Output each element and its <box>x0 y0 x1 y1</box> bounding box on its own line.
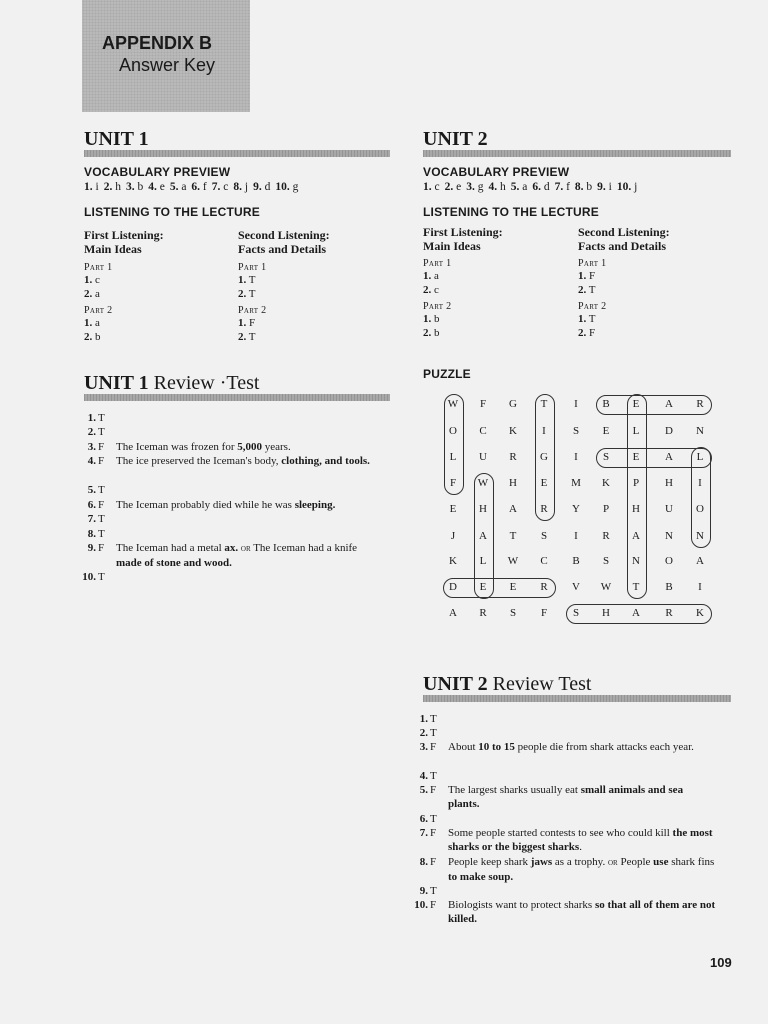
review-item <box>76 570 396 600</box>
puzzle-letter: W <box>600 581 612 593</box>
unit2-listening-heading: LISTENING TO THE LECTURE <box>423 205 599 219</box>
vocab-answer: f <box>563 181 570 193</box>
listening-answer <box>84 316 112 330</box>
answer-value: T <box>246 331 256 343</box>
listening-answer <box>578 283 606 297</box>
puzzle-word-loop-tiger <box>535 394 555 521</box>
review-item-number: 9. <box>419 885 428 897</box>
review-item-answer: F <box>430 741 437 753</box>
unit2-second-listening-heading: Second Listening: Facts and Details <box>578 225 670 253</box>
answer-number: 2. <box>423 284 432 296</box>
answer-value: c <box>431 284 439 296</box>
listening-answer <box>238 287 266 301</box>
puzzle-letter: H <box>602 607 610 619</box>
review-item-number: 7. <box>87 513 96 525</box>
answer-number: 1. <box>578 313 587 325</box>
puzzle-letter: I <box>542 425 546 437</box>
unit1-rule <box>84 150 390 157</box>
review-item-correction: People keep shark jaws as a trophy. or People use shark fins to make soup. <box>448 856 715 883</box>
unit2-title: UNIT 2 <box>423 128 488 150</box>
vocab-number: 9. <box>253 181 262 193</box>
puzzle-letter: H <box>479 503 487 515</box>
answer-number: 1. <box>423 270 432 282</box>
puzzle-letter: G <box>540 451 548 463</box>
review-item-number: 2. <box>87 426 96 438</box>
part-label: Part 1 <box>238 262 267 273</box>
puzzle-letter: E <box>479 581 487 593</box>
answer-number: 2. <box>423 327 432 339</box>
vocab-item <box>104 181 121 193</box>
puzzle-letter: P <box>632 477 640 489</box>
puzzle-letter: U <box>479 451 487 463</box>
part-label: Part 2 <box>423 301 452 312</box>
puzzle-letter: N <box>632 555 640 567</box>
vocab-item <box>170 181 187 193</box>
vocab-answer: a <box>519 181 528 193</box>
unit1-first-listening-heading: First Listening: Main Ideas <box>84 228 164 256</box>
puzzle-letter: C <box>479 425 487 437</box>
vocab-number: 4. <box>148 181 157 193</box>
vocab-number: 5. <box>510 181 520 193</box>
puzzle-letter: T <box>509 530 517 542</box>
puzzle-word-loop-wolf <box>444 394 464 495</box>
puzzle-letter: A <box>665 451 673 463</box>
puzzle-letter: W <box>447 398 459 410</box>
vocab-item <box>555 181 570 193</box>
puzzle-letter: L <box>479 555 487 567</box>
word-search-puzzle <box>436 394 726 626</box>
review-item-number: 4. <box>419 770 428 782</box>
appendix-subtitle: Answer Key <box>119 55 216 75</box>
review-item-correction: The ice preserved the Iceman's body, clothing, and tools. <box>116 455 370 467</box>
review-item <box>76 454 396 484</box>
answer-value: a <box>92 288 100 300</box>
unit1-vocab-heading: VOCABULARY PREVIEW <box>84 165 231 179</box>
listening-answer <box>578 326 606 340</box>
vocab-item <box>617 181 637 193</box>
puzzle-letter: R <box>665 607 673 619</box>
review-item-answer: T <box>430 885 437 897</box>
review-item-number: 9. <box>87 542 96 554</box>
puzzle-letter: E <box>509 581 517 593</box>
vocab-item <box>191 181 206 193</box>
unit1-second-listening-heading: Second Listening: Facts and Details <box>238 228 330 256</box>
puzzle-letter: B <box>572 555 580 567</box>
puzzle-letter: D <box>665 425 673 437</box>
puzzle-letter: F <box>540 607 548 619</box>
appendix-title: APPENDIX B <box>102 33 213 53</box>
puzzle-letter: R <box>540 581 548 593</box>
puzzle-letter: K <box>696 607 704 619</box>
review-item-number: 10. <box>414 899 428 911</box>
unit1-review-title: UNIT 1 Review ·Test <box>84 372 260 394</box>
review-item-correction: The Iceman probably died while he was sleeping. <box>116 499 336 511</box>
vocab-number: 8. <box>574 181 584 193</box>
review-item-correction: Some people started contests to see who could kill the most sharks or the biggest sharks. <box>448 827 713 853</box>
puzzle-letter: F <box>449 477 457 489</box>
vocab-item <box>275 181 298 193</box>
review-item-number: 3. <box>87 441 96 453</box>
vocab-item <box>233 181 248 193</box>
puzzle-letter: A <box>632 607 640 619</box>
puzzle-letter: S <box>572 425 580 437</box>
vocab-number: 7. <box>211 181 221 193</box>
answer-number: 2. <box>238 288 247 300</box>
vocab-answer: j <box>631 181 638 193</box>
puzzle-letter: S <box>509 607 517 619</box>
vocab-item <box>532 181 549 193</box>
unit2-vocab-answers <box>423 181 642 193</box>
review-item-answer: T <box>98 412 105 424</box>
unit1-second-listening-answers <box>238 262 266 348</box>
listening-answer <box>423 312 451 326</box>
page-number: 109 <box>710 955 732 970</box>
review-item-number: 2. <box>419 727 428 739</box>
review-item-answer: T <box>430 727 437 739</box>
answer-value: T <box>246 274 256 286</box>
vocab-number: 2. <box>444 181 454 193</box>
puzzle-letter: E <box>632 451 640 463</box>
puzzle-letter: H <box>632 503 640 515</box>
puzzle-word-loop-deer <box>443 578 556 598</box>
answer-value: a <box>431 270 439 282</box>
listening-part <box>238 262 266 301</box>
listening-answer <box>423 283 451 297</box>
unit2-second-listening-answers <box>578 258 606 344</box>
listening-answer <box>578 269 606 283</box>
puzzle-letter: L <box>696 451 704 463</box>
unit1-first-listening-answers <box>84 262 112 348</box>
vocab-number: 1. <box>423 181 432 193</box>
answer-number: 2. <box>578 284 587 296</box>
vocab-answer: a <box>178 181 187 193</box>
unit1-vocab-answers <box>84 181 303 193</box>
vocab-answer: f <box>200 181 207 193</box>
vocab-answer: b <box>134 181 144 193</box>
vocab-item <box>575 181 592 193</box>
puzzle-letter: I <box>574 530 578 542</box>
answer-value: a <box>92 317 100 329</box>
puzzle-letter: U <box>665 503 673 515</box>
unit1-review-answers <box>76 411 396 591</box>
puzzle-letter: B <box>665 581 673 593</box>
vocab-answer: h <box>497 181 506 193</box>
answer-value: T <box>586 284 596 296</box>
puzzle-letter: J <box>450 530 456 542</box>
vocab-answer: c <box>431 181 440 193</box>
vocab-answer: c <box>220 181 229 193</box>
vocab-number: 8. <box>233 181 242 193</box>
puzzle-letter: A <box>632 530 640 542</box>
listening-part <box>578 301 606 340</box>
review-item-answer: F <box>98 499 105 511</box>
vocab-item <box>253 181 270 193</box>
listening-part <box>423 301 451 340</box>
puzzle-letter: R <box>509 451 517 463</box>
vocab-item <box>423 181 440 193</box>
vocab-number: 10. <box>275 181 290 193</box>
vocab-item <box>148 181 165 193</box>
vocab-number: 4. <box>488 181 498 193</box>
vocab-answer: g <box>474 181 484 193</box>
answer-number: 2. <box>84 331 93 343</box>
review-item-number: 3. <box>419 741 428 753</box>
review-item-answer: T <box>430 770 437 782</box>
unit2-review-rule <box>423 695 731 702</box>
listening-part <box>578 258 606 297</box>
puzzle-letter: E <box>449 503 457 515</box>
review-item <box>408 898 728 928</box>
answer-number: 2. <box>84 288 93 300</box>
listening-part <box>423 258 451 297</box>
puzzle-letter: S <box>602 555 610 567</box>
review-item <box>408 740 728 770</box>
puzzle-letter: I <box>574 451 578 463</box>
vocab-number: 6. <box>191 181 201 193</box>
vocab-answer: e <box>453 181 462 193</box>
review-item-answer: F <box>430 856 437 868</box>
listening-answer <box>238 273 266 287</box>
review-item-answer: T <box>430 713 437 725</box>
vocab-number: 3. <box>466 181 475 193</box>
puzzle-letter: O <box>696 503 704 515</box>
unit1-listening-heading: LISTENING TO THE LECTURE <box>84 205 260 219</box>
review-item-number: 1. <box>419 713 428 725</box>
vocab-item <box>212 181 229 193</box>
puzzle-letter: Y <box>572 503 580 515</box>
answer-value: c <box>92 274 100 286</box>
puzzle-letter: E <box>602 425 610 437</box>
vocab-answer: j <box>242 181 249 193</box>
review-item-number: 1. <box>87 412 96 424</box>
unit2-first-listening-answers <box>423 258 451 344</box>
review-item-correction: The Iceman had a metal ax. or The Iceman had a knife made of stone and wood. <box>116 542 358 569</box>
puzzle-letter: A <box>665 398 673 410</box>
puzzle-heading: PUZZLE <box>423 367 471 381</box>
puzzle-letter: K <box>602 477 610 489</box>
puzzle-letter: T <box>540 398 548 410</box>
answer-number: 2. <box>578 327 587 339</box>
puzzle-letter: T <box>632 581 640 593</box>
puzzle-letter: S <box>540 530 548 542</box>
answer-value: F <box>246 317 256 329</box>
review-item-number: 10. <box>82 571 96 583</box>
part-label: Part 1 <box>84 262 113 273</box>
unit2-review-title: UNIT 2 Review Test <box>423 673 592 695</box>
review-item-answer: T <box>430 813 437 825</box>
answer-number: 1. <box>84 317 93 329</box>
puzzle-letter: R <box>602 530 610 542</box>
listening-answer <box>578 312 606 326</box>
puzzle-letter: R <box>540 503 548 515</box>
puzzle-letter: K <box>449 555 457 567</box>
vocab-answer: g <box>289 181 299 193</box>
vocab-number: 9. <box>597 181 606 193</box>
answer-number: 1. <box>238 317 247 329</box>
answer-value: T <box>586 313 596 325</box>
review-item-answer: F <box>98 441 105 453</box>
puzzle-letter: A <box>479 530 487 542</box>
vocab-number: 2. <box>103 181 113 193</box>
part-label: Part 2 <box>84 305 113 316</box>
review-item-answer: F <box>430 827 437 839</box>
puzzle-letter: C <box>540 555 548 567</box>
review-item-number: 8. <box>87 528 96 540</box>
puzzle-letter: I <box>574 398 578 410</box>
puzzle-letter: A <box>509 503 517 515</box>
vocab-number: 5. <box>169 181 179 193</box>
answer-value: F <box>586 270 596 282</box>
review-item-number: 6. <box>419 813 428 825</box>
puzzle-letter: A <box>449 607 457 619</box>
puzzle-letter: S <box>602 451 610 463</box>
answer-value: F <box>586 327 596 339</box>
listening-part <box>238 305 266 344</box>
puzzle-letter: D <box>449 581 457 593</box>
answer-number: 1. <box>578 270 587 282</box>
vocab-answer: i <box>92 181 99 193</box>
review-item-correction: Biologists want to protect sharks so that all of them are not killed. <box>448 899 716 925</box>
vocab-item <box>84 181 99 193</box>
listening-answer <box>423 269 451 283</box>
review-item <box>408 826 728 856</box>
vocab-answer: i <box>605 181 612 193</box>
vocab-item <box>597 181 612 193</box>
vocab-answer: d <box>540 181 550 193</box>
listening-part <box>84 262 112 301</box>
puzzle-letter: H <box>665 477 673 489</box>
vocab-number: 3. <box>125 181 135 193</box>
puzzle-letter: I <box>698 477 702 489</box>
part-label: Part 1 <box>578 258 607 269</box>
puzzle-letter: O <box>449 425 457 437</box>
puzzle-letter: W <box>507 555 519 567</box>
part-label: Part 2 <box>238 305 267 316</box>
unit1-review-rule <box>84 394 390 401</box>
vocab-answer: d <box>261 181 271 193</box>
puzzle-letter: M <box>571 477 581 489</box>
review-item-number: 5. <box>87 484 96 496</box>
review-item-answer: F <box>430 784 437 796</box>
appendix-header-box <box>82 0 250 112</box>
puzzle-letter: L <box>632 425 640 437</box>
puzzle-letter: K <box>509 425 517 437</box>
answer-number: 1. <box>84 274 93 286</box>
review-item-number: 4. <box>87 455 96 467</box>
puzzle-letter: R <box>696 398 704 410</box>
vocab-number: 1. <box>84 181 93 193</box>
puzzle-letter: W <box>477 477 489 489</box>
review-item-answer: T <box>98 528 105 540</box>
listening-answer <box>423 326 451 340</box>
review-item <box>408 783 728 813</box>
puzzle-letter: F <box>479 398 487 410</box>
unit2-rule <box>423 150 731 157</box>
review-item-number: 6. <box>87 499 96 511</box>
unit1-title: UNIT 1 <box>84 128 149 150</box>
listening-answer <box>238 316 266 330</box>
puzzle-letter: V <box>572 581 580 593</box>
review-item-answer: F <box>98 455 105 467</box>
vocab-answer: b <box>583 181 593 193</box>
vocab-answer: e <box>156 181 165 193</box>
puzzle-word-loop-shark <box>566 604 712 624</box>
answer-number: 1. <box>238 274 247 286</box>
review-item-correction: About 10 to 15 people die from shark attacks each year. <box>448 741 694 753</box>
puzzle-letter: I <box>698 581 702 593</box>
review-item-answer: T <box>98 571 105 583</box>
puzzle-letter: L <box>449 451 457 463</box>
part-label: Part 2 <box>578 301 607 312</box>
listening-answer <box>84 273 112 287</box>
listening-part <box>84 305 112 344</box>
vocab-number: 10. <box>616 181 632 193</box>
puzzle-letter: P <box>602 503 610 515</box>
puzzle-letter: B <box>602 398 610 410</box>
review-item-answer: T <box>98 426 105 438</box>
review-item <box>76 541 396 571</box>
puzzle-letter: N <box>665 530 673 542</box>
review-item-number: 8. <box>419 856 428 868</box>
unit2-first-listening-heading: First Listening: Main Ideas <box>423 225 503 253</box>
vocab-item <box>126 181 143 193</box>
unit2-vocab-heading: VOCABULARY PREVIEW <box>423 165 570 179</box>
review-item-number: 7. <box>419 827 428 839</box>
review-item <box>408 855 728 885</box>
listening-answer <box>238 330 266 344</box>
review-item-answer: F <box>98 542 105 554</box>
puzzle-word-loop-lion <box>691 447 711 548</box>
puzzle-letter: A <box>696 555 704 567</box>
vocab-number: 7. <box>554 181 564 193</box>
vocab-item <box>466 181 483 193</box>
puzzle-letter: H <box>509 477 517 489</box>
review-item-answer: T <box>98 484 105 496</box>
answer-value: b <box>431 327 440 339</box>
review-item-answer: T <box>98 513 105 525</box>
listening-answer <box>84 287 112 301</box>
puzzle-letter: N <box>696 530 704 542</box>
listening-answer <box>84 330 112 344</box>
review-item-correction: The largest sharks usually eat small animals and sea plants. <box>448 784 684 810</box>
unit2-review-answers <box>408 712 738 942</box>
answer-number: 2. <box>238 331 247 343</box>
vocab-answer: h <box>112 181 121 193</box>
vocab-item <box>488 181 505 193</box>
review-item-answer: F <box>430 899 437 911</box>
puzzle-letter: G <box>509 398 517 410</box>
vocab-number: 6. <box>532 181 541 193</box>
puzzle-letter: O <box>665 555 673 567</box>
answer-number: 1. <box>423 313 432 325</box>
puzzle-letter: E <box>632 398 640 410</box>
puzzle-word-loop-bear <box>596 395 712 415</box>
answer-value: T <box>246 288 256 300</box>
answer-value: b <box>92 331 101 343</box>
puzzle-letter: R <box>479 607 487 619</box>
answer-value: b <box>431 313 440 325</box>
vocab-item <box>445 181 462 193</box>
puzzle-letter: E <box>540 477 548 489</box>
puzzle-letter: N <box>696 425 704 437</box>
vocab-item <box>511 181 528 193</box>
part-label: Part 1 <box>423 258 452 269</box>
puzzle-word-loop-elephant <box>627 394 647 599</box>
review-item-number: 5. <box>419 784 428 796</box>
review-item-correction: The Iceman was frozen for 5,000 years. <box>116 441 291 453</box>
puzzle-letter: S <box>572 607 580 619</box>
